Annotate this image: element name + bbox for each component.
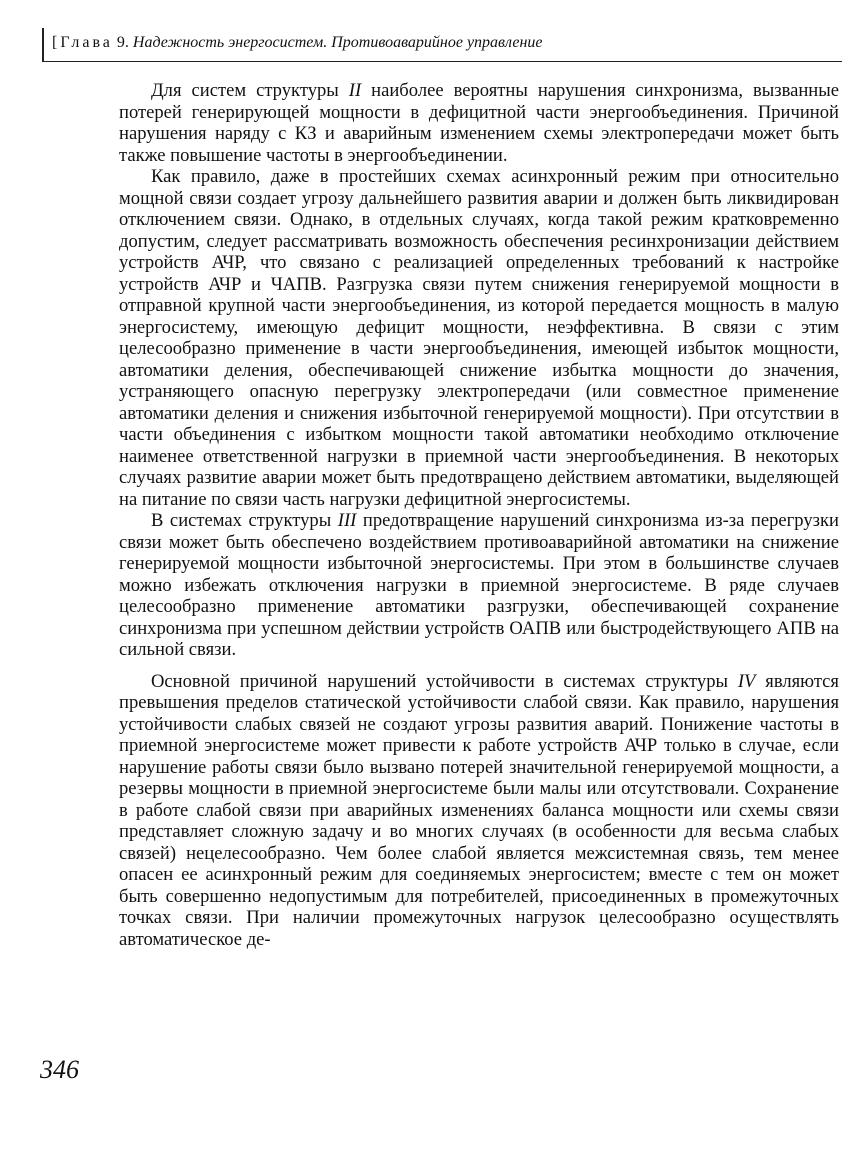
paragraph-text: В системах структуры: [151, 510, 338, 531]
structure-numeral: IV: [737, 670, 756, 692]
paragraph-structure-iii: [119, 510, 839, 661]
paragraph-structure-ii: [119, 80, 839, 166]
paragraph-text: Основной причиной нарушений устойчивости в системах структуры: [151, 670, 738, 692]
page-number: 346: [40, 1055, 79, 1084]
page-body: [119, 80, 839, 950]
paragraph-text: являются превышения пределов статической устойчивости слабой связи. Как правило, нарушения устойчивости слабых связей не создают угрозы развития аварий. Понижение частоты в приемной энергосистеме может привести к работе устройств АЧР только в случае, если нарушение работы связи было вызвано потерей значительной генерируемой мощности, а резервы мощности в приемной энергосистеме были малы или отсутствовали. Сохранение в работе слабой связи при аварийных изменениях баланса мощности или схемы связи представляет сложную задачу и во многих случаях (в особенности для весьма слабых связей) нецелесообразно. Чем более слабой является межсистемная связь, тем менее опасен ее асинхронный режим для соединяемых энергосистем; вместе с тем он может быть совершенно недопустимым для потребителей, присоединенных в промежуточных точках связи. При наличии промежуточных нагрузок целесообразно осуществлять автоматическое де-: [119, 670, 839, 950]
paragraph-text: предотвращение нарушений синхронизма из-за перегрузки связи может быть обеспечено воздействием противоаварийной автоматики на снижение генерируемой мощности избыточной энергосистемы. При этом в большинстве случаев можно избежать отключения нагрузки в приемной энергосистеме. В ряде случаев целесообразно применение автоматики разгрузки, обеспечивающей сохранение синхронизма при успешном действии устройств ОАПВ или быстродействующего АПВ на сильной связи.: [119, 510, 839, 660]
paragraph-async-mode: Как правило, даже в простейших схемах асинхронный режим при относительно мощной связи создает угрозу дальнейшего развития аварии и должен быть ликвидирован отключением связи. Однако, в отдельных случаях, когда такой режим кратковременно допустим, следует рассматривать возможность обеспечения ресинхронизации действием устройств АЧР, что связано с реализацией определенных требований к настройке устройств АЧР и ЧАПВ. Разгрузка связи путем снижения генерируемой мощности в отправной крупной части энергообъединения, из которой передается мощность в малую энергосистему, имеющую дефицит мощности, неэффективна. В связи с этим целесообразно применение в части энергообъединения, имеющей избыток мощности, автоматики деления, обеспечивающей снижение избытка мощности до значения, устраняющего опасную перегрузку электропередачи (или совместное применение автоматики деления и снижения избыточной генерируемой мощности). При отсутствии в части объединения с избытком мощности такой автоматики необходимо отключение наименее ответственной нагрузки в приемной части энергообъединения. В некоторых случаях развитие аварии может быть предотвращено действием автоматики, выделяющей на питание по связи часть нагрузки дефицитной энергосистемы.: [119, 166, 839, 510]
structure-numeral: II: [348, 80, 362, 101]
structure-numeral: III: [337, 510, 357, 531]
chapter-number: 9.: [116, 34, 129, 51]
paragraph-text: Для систем структуры: [151, 80, 349, 101]
running-header: [42, 28, 842, 62]
paragraph-structure-iv: [119, 671, 839, 951]
chapter-title: Надежность энергосистем. Противоаварийное управление: [132, 34, 543, 51]
header-text: [52, 34, 543, 52]
paragraph-text: наиболее вероятны нарушения синхронизма, вызванные потерей генерирующей мощности в дефицитной части энергообъединения. Причиной нарушения наряду с КЗ и аварийным изменением схемы электропередачи может быть также повышение частоты в энергообъединении.: [119, 80, 840, 166]
chapter-label: [Глава: [52, 34, 113, 51]
